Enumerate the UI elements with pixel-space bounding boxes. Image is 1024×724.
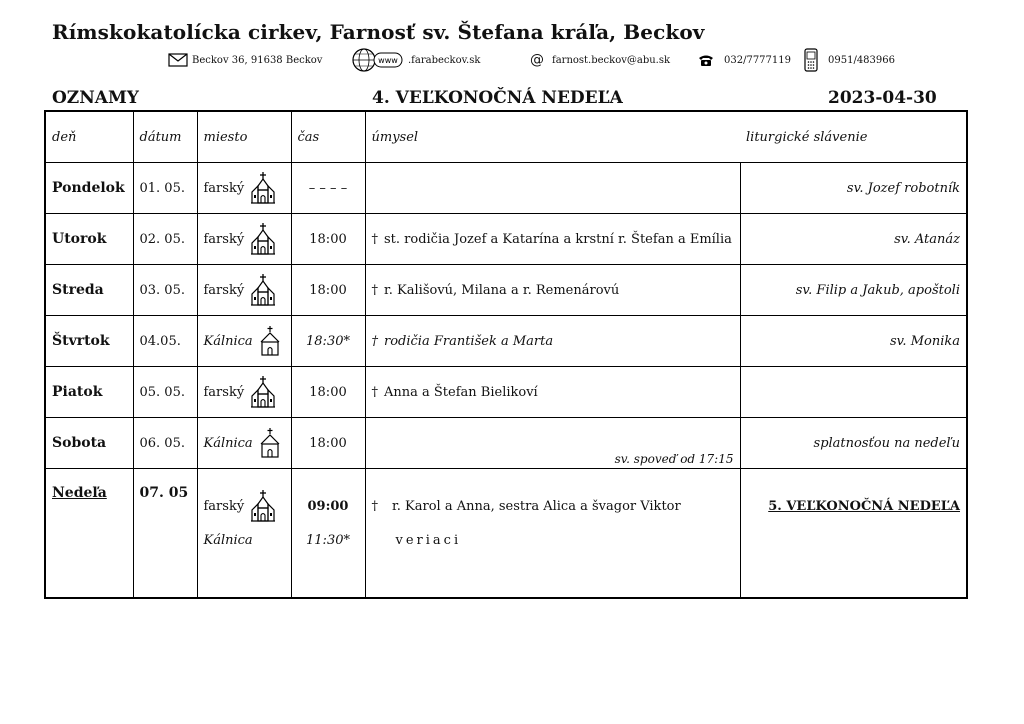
col-day: deň — [45, 111, 133, 163]
notice-date: 2023-04-30 — [828, 88, 937, 108]
day-cell: Štvrtok — [45, 316, 133, 367]
at-icon: @ — [530, 52, 544, 68]
time-cell: 18:00 — [291, 418, 365, 469]
place-cell — [197, 367, 291, 418]
date-cell: 04.05. — [133, 316, 197, 367]
place-cell — [197, 214, 291, 265]
day-cell: Streda — [45, 265, 133, 316]
place-cell — [197, 418, 291, 469]
contact-web — [352, 48, 480, 72]
sunday-time1: 09:00 — [307, 498, 349, 514]
sunday-date: 07. 05 — [133, 469, 197, 599]
place-text: Kálnica — [203, 435, 253, 451]
intention-text: rodičia František a Marta — [384, 333, 554, 349]
date-cell: 05. 05. — [133, 367, 197, 418]
time-cell: 18:30* — [291, 316, 365, 367]
sunday-time — [291, 469, 365, 599]
cross-mark: † — [371, 333, 378, 349]
mobile-icon — [804, 48, 818, 72]
place-cell — [197, 163, 291, 214]
web-badge: www — [378, 56, 398, 65]
chapel-icon — [259, 326, 281, 356]
liturgy-cell: sv. Atanáz — [740, 214, 967, 265]
day-cell — [45, 469, 133, 599]
cross-mark: † — [371, 282, 378, 298]
liturgy-cell: sv. Monika — [740, 316, 967, 367]
table-row — [45, 214, 967, 265]
church-icon — [250, 376, 276, 408]
table-row — [45, 367, 967, 418]
place-text: Kálnica — [203, 333, 253, 349]
contact-mobile — [804, 48, 895, 72]
sunday-liturgy-text: 5. VEĽKONOČNÁ NEDEĽA — [768, 498, 960, 514]
day-cell: Pondelok — [45, 163, 133, 214]
parish-title: Rímskokatolícka cirkev, Farnosť sv. Štefana kráľa, Beckov — [52, 20, 705, 44]
place-text: farský — [203, 231, 245, 247]
church-icon — [250, 274, 276, 306]
liturgy-cell: sv. Jozef robotník — [740, 163, 967, 214]
col-liturgy: liturgické slávenie — [740, 111, 967, 163]
confession-note: sv. spoveď od 17:15 — [614, 452, 734, 466]
col-date: dátum — [133, 111, 197, 163]
sunday-time2: 11:30* — [306, 532, 350, 548]
envelope-icon — [168, 53, 188, 67]
sunday-title: 4. VEĽKONOČNÁ NEDEĽA — [372, 88, 623, 108]
date-cell: 01. 05. — [133, 163, 197, 214]
place-text: farský — [203, 180, 245, 196]
sunday-place1: farský — [203, 498, 245, 514]
cross-mark: † — [371, 231, 378, 247]
intention-cell — [365, 163, 740, 214]
intention-text: st. rodičia Jozef a Katarína a krstní r. Štefan a Emília — [384, 231, 732, 247]
place-text: farský — [203, 282, 245, 298]
sunday-place2: Kálnica — [203, 532, 253, 548]
date-cell: 03. 05. — [133, 265, 197, 316]
date-cell: 02. 05. — [133, 214, 197, 265]
address-text: Beckov 36, 91638 Beckov — [192, 54, 323, 66]
intention-cell — [365, 265, 740, 316]
intention-cell — [365, 214, 740, 265]
sunday-intention1: r. Karol a Anna, sestra Alica a švagor Viktor — [392, 498, 681, 514]
intention-text: Anna a Štefan Bielikoví — [384, 384, 538, 400]
day-cell: Utorok — [45, 214, 133, 265]
contact-address — [168, 48, 322, 72]
col-time: čas — [291, 111, 365, 163]
table-row — [45, 163, 967, 214]
church-icon — [250, 490, 276, 522]
place-cell — [197, 316, 291, 367]
globe-icon — [352, 48, 404, 72]
intention-cell — [365, 367, 740, 418]
web-text[interactable]: .farabeckov.sk — [408, 54, 481, 66]
place-cell — [197, 265, 291, 316]
date-cell: 06. 05. — [133, 418, 197, 469]
phone-text: 032/7777119 — [724, 54, 791, 66]
intention-cell — [365, 316, 740, 367]
col-place: miesto — [197, 111, 291, 163]
table-header-row — [45, 111, 967, 163]
phone-icon — [698, 54, 714, 66]
sunday-place — [197, 469, 291, 599]
day-cell: Sobota — [45, 418, 133, 469]
time-cell: 18:00 — [291, 214, 365, 265]
mobile-text: 0951/483966 — [828, 54, 895, 66]
sunday-intention — [365, 469, 740, 599]
chapel-icon — [259, 428, 281, 458]
col-intention: úmysel — [365, 111, 740, 163]
sunday-day: Nedeľa — [52, 485, 107, 501]
time-cell: 18:00 — [291, 367, 365, 418]
contact-phone — [698, 48, 791, 72]
place-text: farský — [203, 384, 245, 400]
liturgy-cell: splatnosťou na nedeľu — [740, 418, 967, 469]
church-icon — [250, 223, 276, 255]
time-cell: – – – – — [291, 163, 365, 214]
schedule-table — [44, 110, 968, 599]
day-cell: Piatok — [45, 367, 133, 418]
liturgy-cell — [740, 367, 967, 418]
contact-email — [530, 48, 670, 72]
table-row — [45, 316, 967, 367]
table-row-sunday — [45, 469, 967, 599]
sunday-liturgy — [740, 469, 967, 599]
intention-text: r. Kališovú, Milana a r. Remenárovú — [384, 282, 620, 298]
notice-label: OZNAMY — [52, 88, 139, 108]
table-row — [45, 265, 967, 316]
intention-cell — [365, 418, 740, 469]
liturgy-cell: sv. Filip a Jakub, apoštoli — [740, 265, 967, 316]
email-text[interactable]: farnost.beckov@abu.sk — [552, 54, 671, 66]
sunday-intention2: veriaci — [395, 532, 462, 548]
table-row — [45, 418, 967, 469]
sunday-cross: † — [371, 498, 378, 514]
time-cell: 18:00 — [291, 265, 365, 316]
cross-mark: † — [371, 384, 378, 400]
church-icon — [250, 172, 276, 204]
